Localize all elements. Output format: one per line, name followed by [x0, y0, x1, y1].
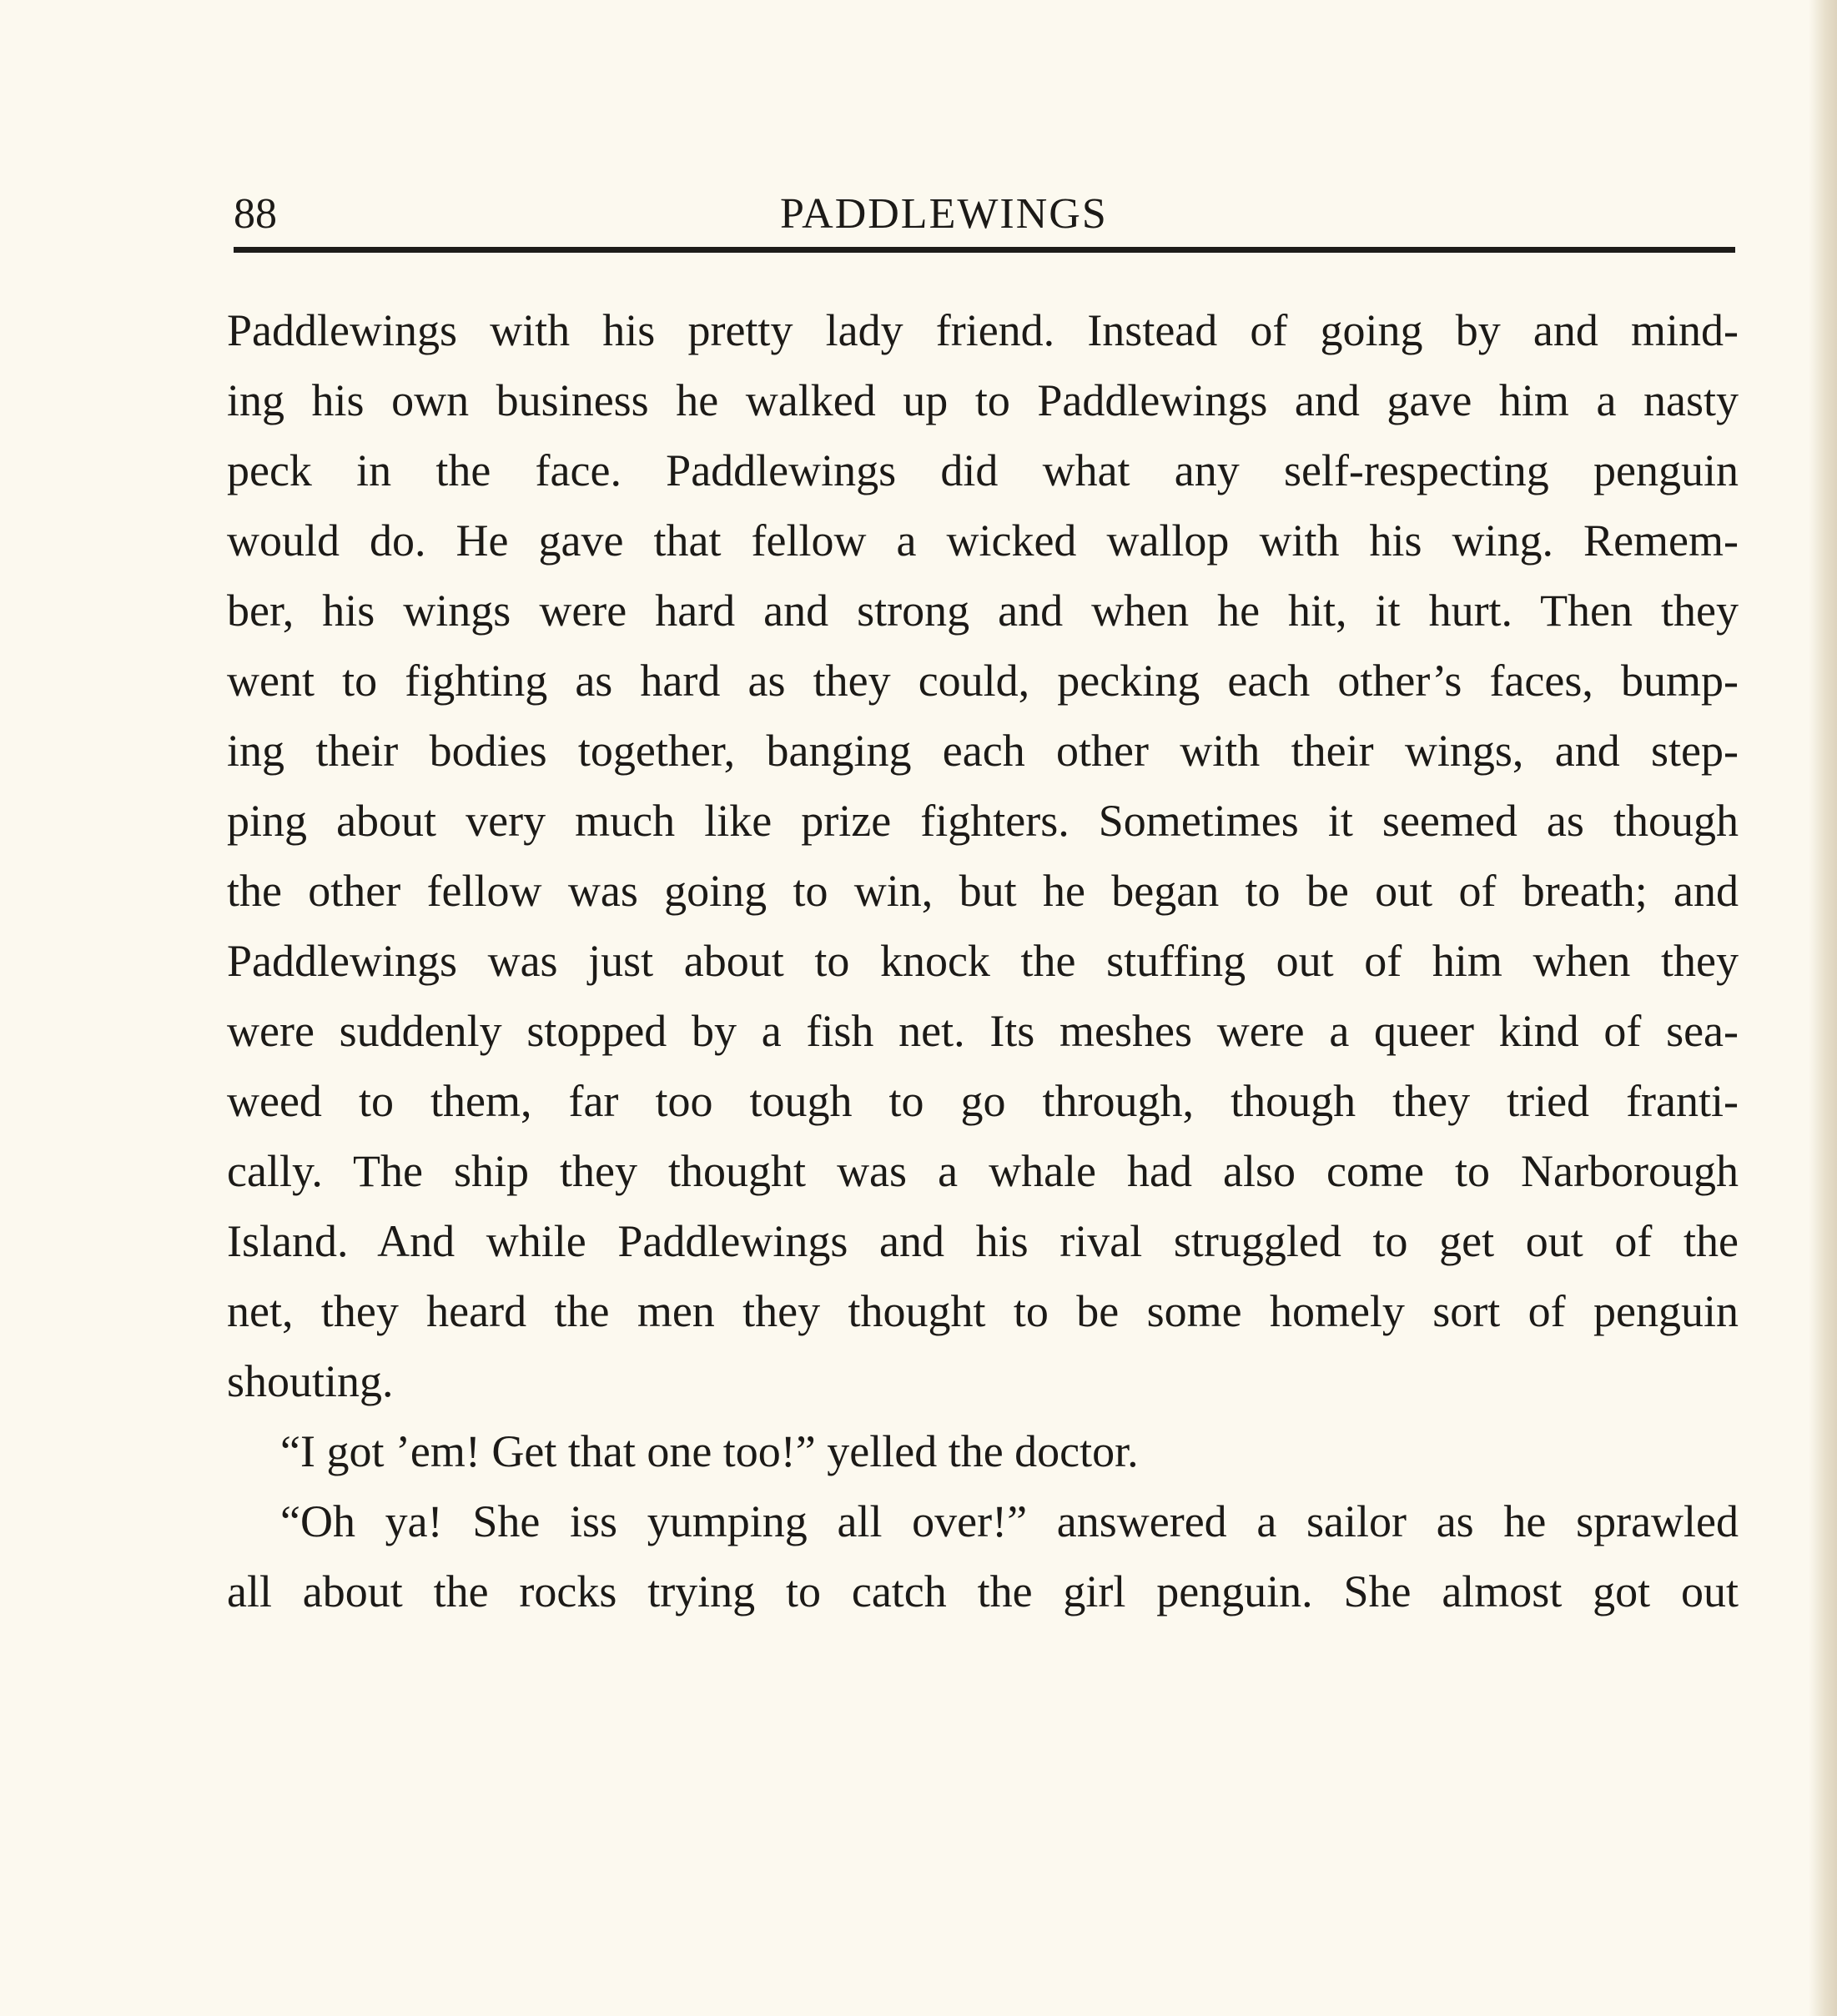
text-line: were suddenly stopped by a fish net. Its meshes were a queer kind of sea-	[227, 1006, 1739, 1056]
text-line: ber, his wings were hard and strong and when he hit, it hurt. Then they	[227, 586, 1739, 636]
text-line: all about the rocks trying to catch the girl penguin. She almost got out	[227, 1566, 1739, 1616]
header-rule	[234, 247, 1735, 253]
body-text	[227, 295, 1739, 1626]
text-line: shouting.	[227, 1356, 394, 1406]
text-line: went to fighting as hard as they could, pecking each other’s faces, bump-	[227, 656, 1739, 706]
text-line: peck in the face. Paddlewings did what any self-respecting penguin	[227, 445, 1739, 495]
running-head	[234, 185, 1735, 244]
text-line: ing his own business he walked up to Paddlewings and gave him a nasty	[227, 375, 1739, 425]
text-line: Island. And while Paddlewings and his rival struggled to get out of the	[227, 1216, 1739, 1266]
text-line: net, they heard the men they thought to be some homely sort of penguin	[227, 1286, 1739, 1336]
page-number: 88	[234, 190, 277, 238]
text-line: ing their bodies together, banging each other with their wings, and step-	[227, 726, 1739, 776]
text-line: Paddlewings was just about to knock the stuffing out of him when they	[227, 936, 1739, 986]
text-line: weed to them, far too tough to go through, though they tried franti-	[227, 1076, 1739, 1126]
text-line: the other fellow was going to win, but he began to be out of breath; and	[227, 866, 1739, 916]
text-line: “I got ’em! Get that one too!” yelled the doctor.	[280, 1426, 1139, 1476]
text-line: “Oh ya! She iss yumping all over!” answered a sailor as he sprawled	[280, 1496, 1739, 1546]
text-line: cally. The ship they thought was a whale had also come to Narborough	[227, 1146, 1739, 1196]
text-line: ping about very much like prize fighters. Sometimes it seemed as though	[227, 796, 1739, 846]
page-edge-shadow	[1809, 0, 1837, 2016]
text-line: Paddlewings with his pretty lady friend. Instead of going by and mind-	[227, 305, 1739, 355]
book-title: PADDLEWINGS	[780, 190, 1108, 238]
text-line: would do. He gave that fellow a wicked wallop with his wing. Remem-	[227, 515, 1739, 566]
